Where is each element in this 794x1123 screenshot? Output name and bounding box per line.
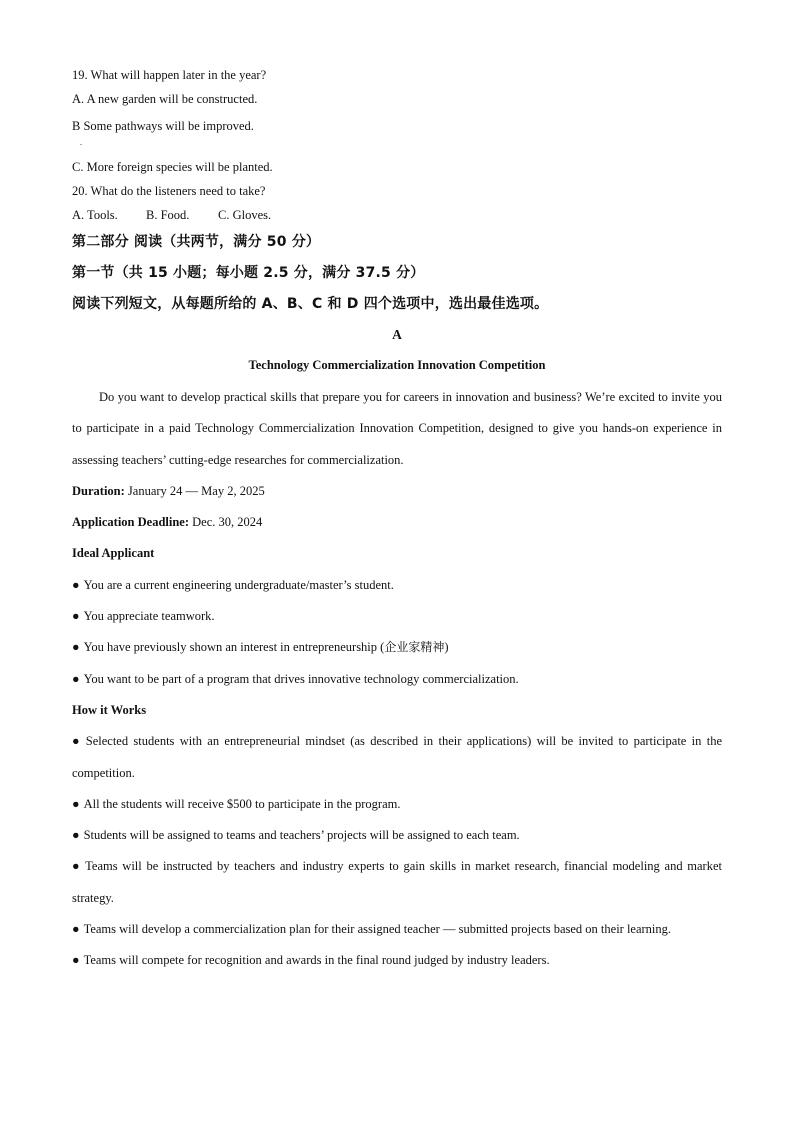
bullet-icon: ● xyxy=(72,640,80,655)
duration-value: January 24 — May 2, 2025 xyxy=(124,483,265,498)
list-item: ● Teams will be instructed by teachers and industry experts to gain skills in market research, financial modeling and market strategy. xyxy=(72,859,722,905)
duration-label: Duration: xyxy=(72,483,125,498)
bullet-icon: ● xyxy=(72,734,82,749)
question-19: 19. What will happen later in the year? xyxy=(72,68,267,82)
list-item: ● All the students will receive $500 to participate in the program. xyxy=(72,796,401,811)
list-item: ● Students will be assigned to teams and teachers’ projects will be assigned to each team. xyxy=(72,828,520,843)
deadline-line xyxy=(72,507,722,538)
duration-line xyxy=(72,476,722,507)
bullet-icon: ● xyxy=(72,609,80,624)
q20-options xyxy=(72,203,722,227)
bullet-icon: ● xyxy=(72,953,80,968)
bullet-icon: ● xyxy=(72,859,82,874)
q19-option-a: A. A new garden will be constructed. xyxy=(72,92,258,106)
list-item: ● Teams will develop a commercialization plan for their assigned teacher — submitted projects based on their learning. xyxy=(72,922,672,937)
q20-option-b: B. Food. xyxy=(146,208,190,222)
section-sub-heading: 第一节（共 15 小题；每小题 2.5 分，满分 37.5 分） xyxy=(72,265,425,281)
list-item: ● You appreciate teamwork. xyxy=(72,609,215,624)
bullet-icon: ● xyxy=(72,796,80,811)
list-item: ● Selected students with an entrepreneurial mindset (as described in their applications) will be invited to participate in the competition. xyxy=(72,734,722,780)
q19-option-c: C. More foreign species will be planted. xyxy=(72,160,273,174)
passage-title: Technology Commercialization Innovation Competition xyxy=(248,358,546,372)
list-item: ● You have previously shown an interest in entrepreneurship (企业家精神) xyxy=(72,640,449,655)
q19-option-b: B Some pathways will be improved. xyxy=(72,119,254,133)
passage-letter: A xyxy=(392,327,402,342)
bullet-icon: ● xyxy=(72,577,80,592)
ideal-applicant-heading: Ideal Applicant xyxy=(72,546,155,561)
passage-intro: Do you want to develop practical skills that prepare you for careers in innovation and business? We’re excited to invite you to participate in a paid Technology Commercialization Innovation Competition, designed to give you hands-on experience in assessing teachers’ cutting-edge researches for commercialization. xyxy=(72,390,722,467)
bullet-icon: ● xyxy=(72,828,80,843)
list-item: ● Teams will compete for recognition and awards in the final round judged by industry leaders. xyxy=(72,953,550,968)
document-page xyxy=(72,63,722,977)
deadline-label: Application Deadline: xyxy=(72,515,190,530)
how-it-works-heading: How it Works xyxy=(72,702,147,717)
stray-mark: . xyxy=(80,138,82,147)
chinese-gloss: 企业家精神 xyxy=(384,640,445,655)
q20-option-c: C. Gloves. xyxy=(218,208,272,222)
q20-option-a: A. Tools. xyxy=(72,208,118,222)
bullet-icon: ● xyxy=(72,671,80,686)
section-part-heading: 第二部分 阅读（共两节，满分 50 分） xyxy=(72,234,321,250)
list-item: ● You are a current engineering undergraduate/master’s student. xyxy=(72,577,394,592)
deadline-value: Dec. 30, 2024 xyxy=(189,515,263,530)
bullet-icon: ● xyxy=(72,922,80,937)
section-instruction: 阅读下列短文，从每题所给的 A、B、C 和 D 四个选项中，选出最佳选项。 xyxy=(72,296,549,312)
question-20: 20. What do the listeners need to take? xyxy=(72,184,266,198)
list-item: ● You want to be part of a program that drives innovative technology commercialization. xyxy=(72,671,519,686)
